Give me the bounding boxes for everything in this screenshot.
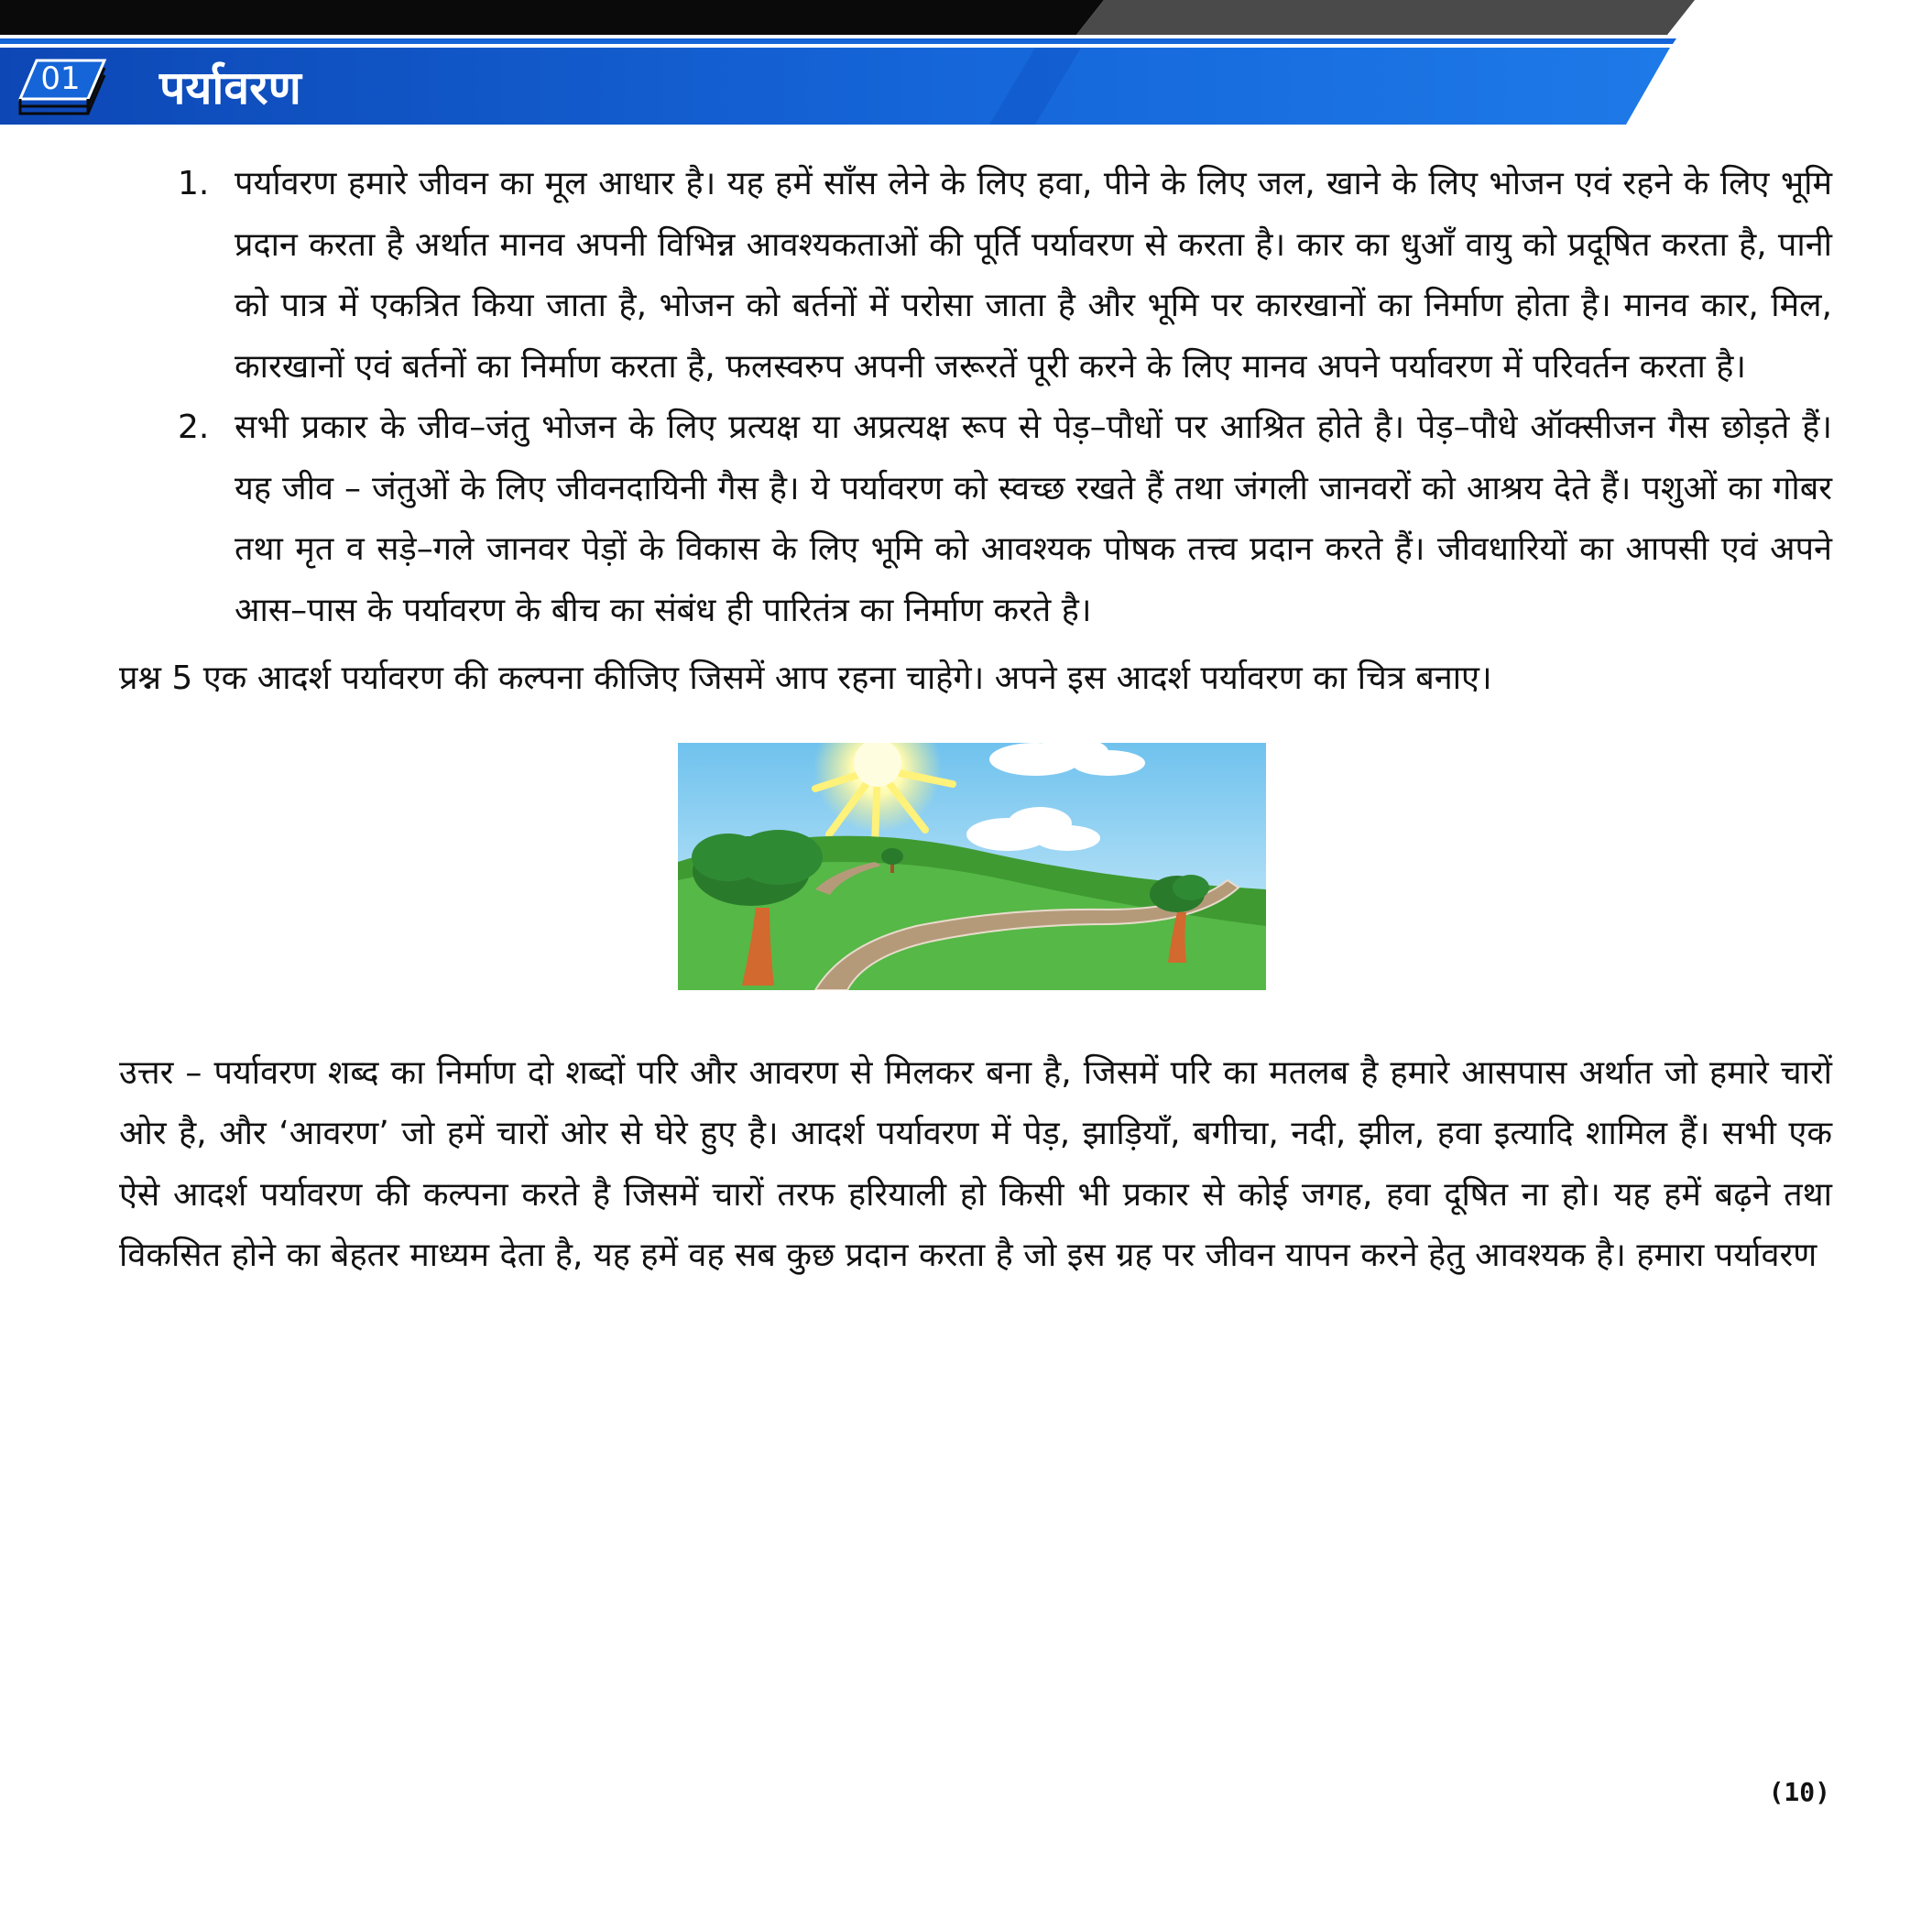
environment-illustration bbox=[678, 743, 1266, 990]
numbered-list bbox=[119, 154, 1832, 641]
chapter-header bbox=[0, 0, 1932, 128]
chapter-title: पर्यावरण bbox=[159, 61, 301, 114]
list-item-number: 1. bbox=[178, 165, 210, 202]
list-item-number: 2. bbox=[178, 409, 210, 446]
list-item bbox=[119, 398, 1832, 641]
page-content bbox=[119, 154, 1832, 1320]
chapter-number: 01 bbox=[40, 60, 81, 97]
list-item-text: सभी प्रकार के जीव–जंतु भोजन के लिए प्रत्यक्ष या अप्रत्यक्ष रूप से पेड़–पौधों पर आश्रित होते है। पेड़–पौधे ऑक्सीजन गैस छोड़ते हैं। यह जीव – जंतुओं के लिए जीवनदायिनी गैस है। ये पर्यावरण को स्वच्छ रखते हैं तथा जंगली जानवरों को आश्रय देते हैं। पशुओं का गोबर तथा मृत व सड़े–गले जानवर पेड़ों के विकास के लिए भूमि को आवश्यक पोषक तत्त्व प्रदान करते हैं। जीवधारियों का आपसी एवं अपने आस–पास के पर्यावरण के बीच का संबंध ही पारितंत्र का निर्माण करते है। bbox=[235, 409, 1832, 629]
page-number: (10) bbox=[1768, 1777, 1830, 1807]
list-item-text: पर्यावरण हमारे जीवन का मूल आधार है। यह हमें साँस लेने के लिए हवा, पीने के लिए जल, खाने के लिए भोजन एवं रहने के लिए भूमि प्रदान करता है अर्थात मानव अपनी विभिन्न आवश्यकताओं की पूर्ति पर्यावरण से करता है। कार का धुआँ वायु को प्रदूषित करता है, पानी को पात्र में एकत्रित किया जाता है, भोजन को बर्तनों में परोसा जाता है और भूमि पर कारखानों का निर्माण होता है। मानव कार, मिल, कारखानों एवं बर्तनों का निर्माण करता है, फलस्वरुप अपनी जरूरतें पूरी करने के लिए मानव अपने पर्यावरण में परिवर्तन करता है। bbox=[235, 165, 1832, 386]
question-text: प्रश्न 5 एक आदर्श पर्यावरण की कल्पना कीजिए जिसमें आप रहना चाहेगे। अपने इस आदर्श पर्यावरण का चित्र बनाए। bbox=[119, 659, 1492, 697]
list-item bbox=[119, 154, 1832, 398]
answer-text: उत्तर – पर्यावरण शब्द का निर्माण दो शब्दों परि और आवरण से मिलकर बना है, जिसमें परि का मतलब है हमारे आसपास अर्थात जो हमारे चारों ओर है, और ‘आवरण’ जो हमें चारों ओर से घेरे हुए है। आदर्श पर्यावरण में पेड़, झाड़ियाँ, बगीचा, नदी, झील, हवा इत्यादि शामिल हैं। सभी एक ऐसे आदर्श पर्यावरण की कल्पना करते है जिसमें चारों तरफ हरियाली हो किसी भी प्रकार से कोई जगह, हवा दूषित ना हो। यह हमें बढ़ने तथा विकसित होने का बेहतर माध्यम देता है, यह हमें वह सब कुछ प्रदान करता है जो इस ग्रह पर जीवन यापन करने हेतु आवश्यक है। हमारा पर्यावरण bbox=[119, 1053, 1832, 1274]
illustration-wrapper bbox=[119, 743, 1832, 1010]
